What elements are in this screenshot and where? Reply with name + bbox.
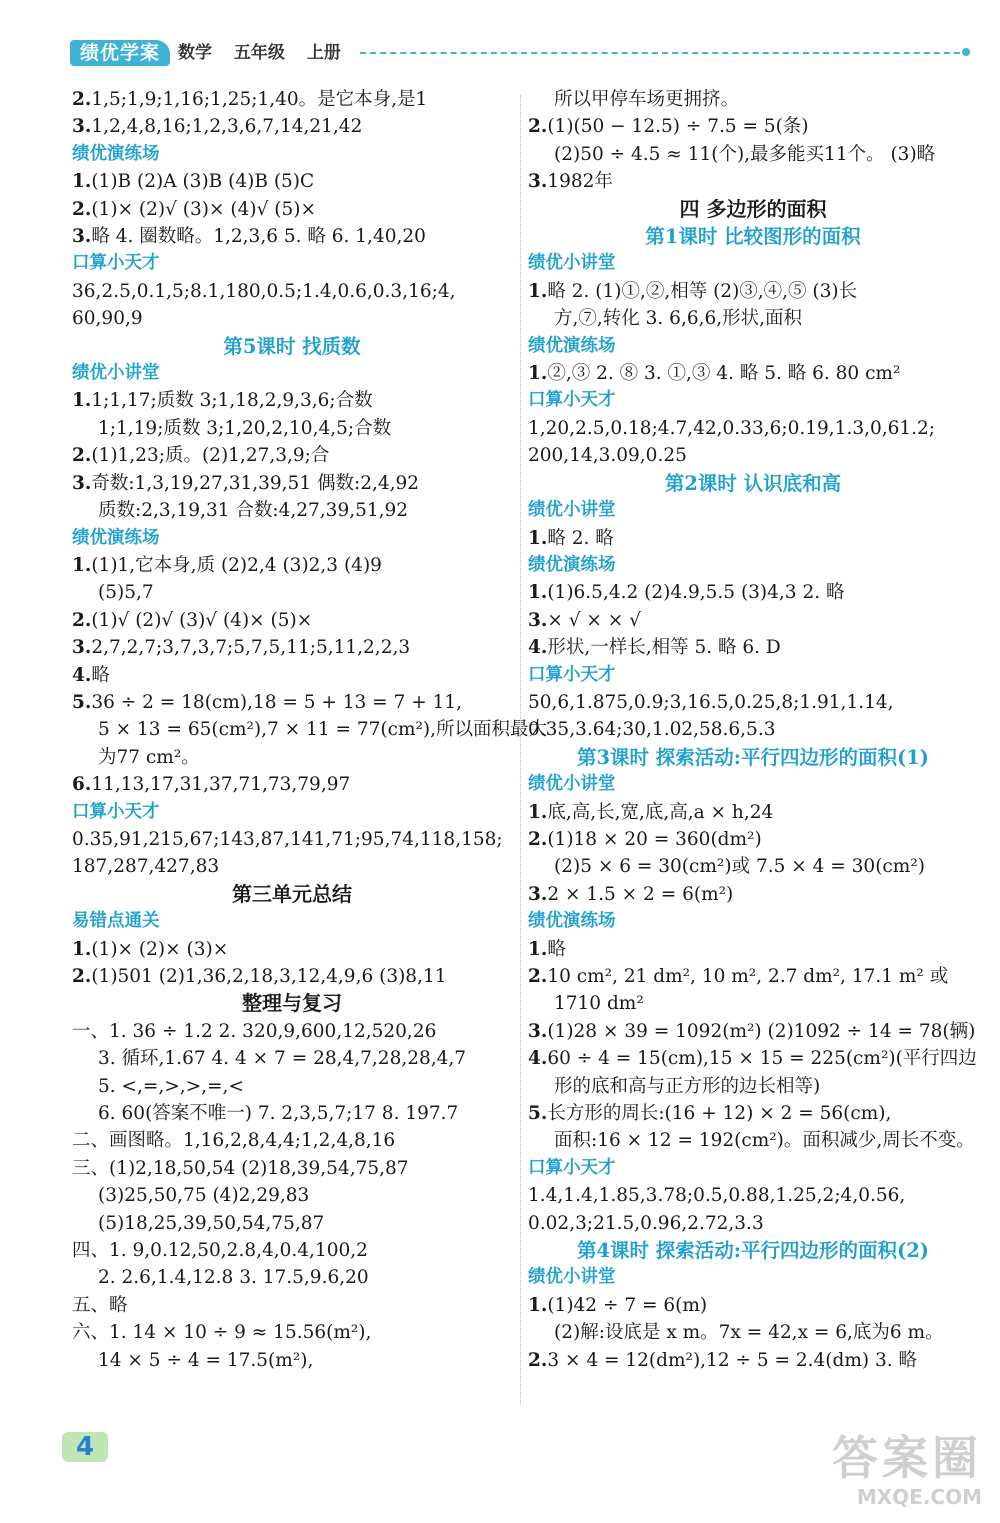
answer-line — [72, 442, 512, 469]
lesson-title — [528, 744, 978, 771]
watermark-logo: 答案圈 — [832, 1431, 982, 1485]
question-number: 2. — [528, 828, 548, 850]
header-volume: 上册 — [306, 43, 341, 63]
answer-text: 为77 cm²。 — [98, 746, 200, 768]
answer-line — [72, 1155, 512, 1182]
column-divider — [520, 95, 521, 1405]
answer-line — [528, 168, 978, 195]
answer-text: 绩优小讲堂 — [72, 363, 160, 384]
answer-text: 口算小天才 — [528, 1157, 616, 1178]
question-number: 3. — [528, 171, 548, 193]
answer-text: ②,③ 2. ⑧ 3. ①,③ 4. 略 5. 略 6. 80 cm² — [547, 363, 901, 385]
section-label — [528, 662, 978, 689]
answer-text: 所以甲停车场更拥挤。 — [554, 89, 740, 110]
answer-line — [72, 607, 512, 634]
answer-text: (5)5,7 — [98, 582, 154, 604]
answer-line — [72, 387, 512, 414]
answer-text: 长方形的周长:(16 + 12) × 2 = 56(cm), — [547, 1103, 892, 1125]
answer-line — [72, 552, 512, 579]
header-dot — [962, 48, 970, 56]
answer-line — [528, 1073, 978, 1100]
answer-text: 三、(1)2,18,50,54 (2)18,39,54,75,87 — [72, 1157, 409, 1179]
question-number: 2. — [528, 1349, 548, 1371]
answer-text: 第4课时 探索活动:平行四边形的面积(2) — [576, 1239, 930, 1263]
answer-line — [72, 1319, 512, 1346]
answer-text: 1,5;1,9;1,16;1,25;1,40。是它本身,是1 — [91, 89, 428, 110]
question-number: 1. — [72, 938, 92, 960]
answer-text: 1,20,2.5,0.18;4.7,42,0.33,6;0.19,1.3,0,61.2; — [528, 417, 936, 439]
answer-text: 50,6,1.875,0.9;3,16.5,0.25,8;1.91,1.14, — [528, 691, 894, 713]
answer-line — [528, 799, 978, 826]
answer-line — [528, 360, 978, 387]
answer-text: (1)18 × 20 = 360(dm²) — [547, 828, 762, 850]
answer-line — [72, 1045, 512, 1072]
answer-line — [528, 442, 978, 469]
question-number: 4. — [528, 637, 548, 659]
answer-line — [72, 168, 512, 195]
answer-line — [528, 936, 978, 963]
answer-line — [72, 963, 512, 990]
answer-text: 四 多边形的面积 — [679, 196, 827, 221]
answer-text: 奇数:1,3,19,27,31,39,51 偶数:2,4,92 — [91, 472, 420, 494]
question-number: 1. — [528, 280, 548, 302]
answer-line — [72, 1347, 512, 1374]
lesson-title — [528, 470, 978, 497]
answer-line — [528, 634, 978, 661]
answer-text: 绩优小讲堂 — [528, 500, 616, 521]
answer-text: 六、1. 14 × 10 ÷ 9 ≈ 15.56(m²), — [72, 1322, 372, 1344]
answer-text: 绩优演练场 — [528, 911, 616, 932]
answer-line — [528, 415, 978, 442]
answer-text: 200,14,3.09,0.25 — [528, 445, 687, 467]
watermark — [722, 1432, 982, 1512]
watermark-url: MXQE.COM — [856, 1485, 982, 1509]
header-info — [178, 42, 341, 64]
answer-text: 形的底和高与正方形的边长相等) — [554, 1075, 821, 1097]
answer-text: (1)42 ÷ 7 = 6(m) — [547, 1294, 708, 1316]
answer-line — [72, 744, 512, 771]
answer-text: (1)× (2)× (3)× — [91, 938, 229, 960]
answer-line — [72, 223, 512, 250]
answer-line — [528, 1182, 978, 1209]
question-number: 1. — [528, 582, 548, 604]
answer-text: 第5课时 找质数 — [223, 334, 361, 358]
question-number: 4. — [72, 664, 92, 686]
answer-text: (5)18,25,39,50,54,75,87 — [98, 1212, 325, 1234]
answer-text: 形状,一样长,相等 5. 略 6. D — [547, 637, 781, 659]
answer-text: 0.35,91,215,67;143,87,141,71;95,74,118,158; — [72, 828, 503, 850]
answer-line — [72, 1073, 512, 1100]
answer-line — [72, 86, 512, 113]
question-number: 2. — [72, 609, 92, 631]
answer-line — [72, 1100, 512, 1127]
answer-text: 口算小天才 — [72, 801, 160, 822]
section-label — [528, 1155, 978, 1182]
answer-text: 1.4,1.4,1.85,3.78;0.5,0.88,1.25,2;4,0.56, — [528, 1185, 906, 1207]
answer-line — [72, 1018, 512, 1045]
section-label — [72, 250, 512, 277]
answer-line — [528, 86, 978, 113]
answer-text: 第1课时 比较图形的面积 — [645, 225, 861, 249]
question-number: 1. — [528, 1294, 548, 1316]
answer-text: 2. 2.6,1.4,12.8 3. 17.5,9.6,20 — [98, 1267, 369, 1289]
left-column — [72, 86, 548, 1374]
answer-text: 2 × 1.5 × 2 = 6(m²) — [547, 883, 734, 905]
answer-line — [72, 1292, 512, 1319]
answer-line — [528, 1210, 978, 1237]
answer-text: 口算小天才 — [528, 390, 616, 411]
answer-line — [72, 415, 512, 442]
section-label — [528, 771, 978, 798]
section-label — [72, 525, 512, 552]
chapter-title — [528, 196, 978, 223]
answer-line — [72, 771, 512, 798]
answer-text: 整理与复习 — [242, 991, 342, 1016]
answer-text: 0.35,3.64;30,1.02,58.6,5.3 — [528, 719, 776, 741]
answer-line — [72, 716, 548, 743]
answer-line — [72, 1237, 512, 1264]
answer-line — [528, 1100, 978, 1127]
answer-text: 一、1. 36 ÷ 1.2 2. 320,9,600,12,520,26 — [72, 1020, 437, 1042]
section-label — [528, 333, 978, 360]
right-column — [528, 86, 978, 1374]
answer-line — [528, 305, 978, 332]
question-number: 6. — [72, 774, 92, 796]
answer-line — [528, 579, 978, 606]
answer-text: (1)1,23;质。(2)1,27,3,9;合 — [91, 445, 330, 467]
lesson-title — [528, 1237, 978, 1264]
answer-text: 略 4. 圈数略。1,2,3,6 5. 略 6. 1,40,20 — [91, 226, 426, 248]
section-label — [528, 908, 978, 935]
answer-text: (2)解:设底是 x m。7x = 42,x = 6,底为6 m。 — [554, 1322, 944, 1344]
answer-line — [528, 1127, 978, 1154]
answer-text: 1;1,19;质数 3;1,20,2,10,4,5;合数 — [98, 417, 392, 439]
answer-text: 1,2,4,8,16;1,2,3,6,7,14,21,42 — [91, 116, 363, 138]
page-header — [70, 38, 970, 70]
section-label — [72, 908, 512, 935]
answer-text: 0.02,3;21.5,0.96,2.72,3.3 — [528, 1212, 764, 1234]
answer-line — [72, 826, 512, 853]
answer-line — [72, 1210, 512, 1237]
answer-line — [72, 579, 512, 606]
question-number: 3. — [528, 609, 548, 631]
answer-text: 36 ÷ 2 = 18(cm),18 = 5 + 13 = 7 + 11, — [91, 691, 463, 713]
answer-text: 5. <,=,>,>,=,< — [98, 1075, 244, 1097]
answer-text: 11,13,17,31,37,71,73,79,97 — [91, 774, 351, 796]
answer-line — [72, 634, 512, 661]
answer-line — [528, 963, 978, 990]
question-number: 3. — [528, 1020, 548, 1042]
answer-text: 第3课时 探索活动:平行四边形的面积(1) — [576, 745, 930, 769]
answer-text: 略 2. 略 — [547, 527, 614, 549]
question-number: 2. — [72, 966, 92, 987]
question-number: 1. — [72, 390, 92, 412]
question-number: 1. — [72, 171, 92, 193]
answer-text: 二、画图略。1,16,2,8,4,4;1,2,4,8,16 — [72, 1130, 396, 1152]
answer-text: 面积:16 × 12 = 192(cm²)。面积减少,周长不变。 — [554, 1130, 975, 1152]
answer-line — [72, 305, 512, 332]
answer-line — [528, 141, 978, 168]
question-number: 2. — [72, 89, 92, 110]
answer-line — [528, 113, 978, 140]
answer-text: 1982年 — [547, 171, 613, 193]
answer-text: (1)√ (2)√ (3)√ (4)× (5)× — [91, 609, 313, 631]
answer-text: 10 cm², 21 dm², 10 m², 2.7 dm², 17.1 m² 或 — [547, 966, 949, 987]
answer-text: 绩优演练场 — [72, 143, 160, 164]
answer-line — [72, 1182, 512, 1209]
answer-line — [528, 689, 978, 716]
page-number: 4 — [62, 1432, 108, 1462]
answer-text: 方,⑦,转化 3. 6,6,6,形状,面积 — [554, 308, 803, 330]
answer-text: 5 × 13 = 65(cm²),7 × 11 = 77(cm²),所以面积最大 — [98, 719, 548, 741]
answer-line — [528, 1045, 978, 1072]
answer-text: 3 × 4 = 12(dm²),12 ÷ 5 = 2.4(dm) 3. 略 — [547, 1349, 918, 1371]
answer-text: 36,2.5,0.1,5;8.1,180,0.5;1.4,0.6,0.3,16;4, — [72, 280, 456, 302]
answer-line — [72, 278, 512, 305]
section-label — [528, 552, 978, 579]
answer-text: 2,7,2,7;3,7,3,7;5,7,5,11;5,11,2,2,3 — [91, 637, 411, 659]
answer-text: 绩优小讲堂 — [528, 774, 616, 795]
answer-line — [72, 113, 512, 140]
question-number: 5. — [72, 691, 92, 713]
answer-line — [72, 662, 512, 689]
answer-text: (3)25,50,75 (4)2,29,83 — [98, 1185, 310, 1207]
answer-line — [72, 853, 512, 880]
answer-text: 口算小天才 — [528, 664, 616, 685]
answer-text: (1)1,它本身,质 (2)2,4 (3)2,3 (4)9 — [91, 554, 382, 576]
answer-text: (2)50 ÷ 4.5 ≈ 11(个),最多能买11个。 (3)略 — [554, 143, 936, 165]
answer-text: (1)501 (2)1,36,2,18,3,12,4,9,6 (3)8,11 — [91, 966, 447, 987]
header-dashed-rule — [360, 52, 970, 54]
answer-text: 60 ÷ 4 = 15(cm),15 × 15 = 225(cm²)(平行四边 — [547, 1048, 977, 1070]
answer-line — [72, 1264, 512, 1291]
header-subject: 数学 — [178, 43, 212, 63]
answer-line — [72, 470, 512, 497]
chapter-title — [72, 990, 512, 1017]
answer-text: 质数:2,3,19,31 合数:4,27,39,51,92 — [98, 500, 409, 522]
answer-text: 14 × 5 ÷ 4 = 17.5(m²), — [98, 1349, 314, 1371]
answer-text: (1)× (2)√ (3)× (4)√ (5)× — [91, 198, 316, 220]
question-number: 3. — [72, 472, 92, 494]
answer-line — [528, 1319, 978, 1346]
question-number: 1. — [528, 801, 548, 823]
answer-line — [528, 525, 978, 552]
answer-text: 绩优小讲堂 — [528, 1267, 616, 1288]
answer-text: 口算小天才 — [72, 253, 160, 274]
question-number: 1. — [528, 363, 548, 385]
answer-text: 略 2. (1)①,②,相等 (2)③,④,⑤ (3)长 — [547, 280, 858, 302]
question-number: 1. — [528, 527, 548, 549]
lesson-title — [72, 333, 512, 360]
answer-line — [528, 881, 978, 908]
section-label — [72, 141, 512, 168]
question-number: 2. — [72, 445, 92, 467]
answer-text: (1)(50 − 12.5) ÷ 7.5 = 5(条) — [547, 116, 809, 138]
answer-line — [528, 716, 978, 743]
answer-text: (1)6.5,4.2 (2)4.9,5.5 (3)4,3 2. 略 — [547, 582, 845, 604]
section-label — [72, 360, 512, 387]
answer-line — [72, 689, 512, 716]
answer-text: 绩优演练场 — [528, 554, 616, 575]
answer-line — [72, 1127, 512, 1154]
answer-line — [72, 196, 512, 223]
question-number: 1. — [528, 938, 548, 960]
answer-text: (1)28 × 39 = 1092(m²) (2)1092 ÷ 14 = 78(辆) — [547, 1020, 976, 1042]
answer-text: 1;1,17;质数 3;1,18,2,9,3,6;合数 — [91, 390, 373, 412]
answer-text: 3. 循环,1.67 4. 4 × 7 = 28,4,7,28,28,4,7 — [98, 1048, 467, 1070]
answer-text: (1)B (2)A (3)B (4)B (5)C — [91, 171, 315, 193]
chapter-title — [72, 881, 512, 908]
question-number: 3. — [72, 226, 92, 248]
answer-line — [528, 990, 978, 1017]
answer-text: 第2课时 认识底和高 — [664, 471, 842, 495]
brand-logo: 绩优学案 — [70, 40, 170, 66]
section-label — [528, 387, 978, 414]
section-label — [528, 250, 978, 277]
header-grade: 五年级 — [233, 43, 285, 63]
question-number: 2. — [528, 966, 548, 987]
answer-line — [528, 1018, 978, 1045]
question-number: 3. — [72, 116, 92, 138]
section-label — [528, 1264, 978, 1291]
question-number: 2. — [528, 116, 548, 138]
answer-line — [528, 1347, 978, 1374]
answer-text: 略 — [91, 664, 110, 686]
question-number: 1. — [72, 554, 92, 576]
answer-text: 6. 60(答案不唯一) 7. 2,3,5,7;17 8. 197.7 — [98, 1103, 459, 1125]
answer-text: (2)5 × 6 = 30(cm²)或 7.5 × 4 = 30(cm²) — [554, 856, 925, 878]
section-label — [528, 497, 978, 524]
question-number: 4. — [528, 1048, 548, 1070]
question-number: 3. — [72, 637, 92, 659]
answer-line — [528, 607, 978, 634]
answer-line — [72, 497, 512, 524]
answer-text: 略 — [547, 938, 566, 960]
lesson-title — [528, 223, 978, 250]
answer-line — [528, 853, 978, 880]
answer-text: × √ × × √ — [547, 609, 641, 631]
question-number: 3. — [528, 883, 548, 905]
answer-text: 易错点通关 — [72, 911, 160, 932]
answer-line — [72, 936, 512, 963]
answer-text: 60,90,9 — [72, 308, 143, 330]
answer-line — [528, 826, 978, 853]
answer-text: 四、1. 9,0.12,50,2.8,4,0.4,100,2 — [72, 1240, 368, 1262]
answer-text: 绩优小讲堂 — [528, 253, 616, 274]
answer-text: 第三单元总结 — [232, 881, 352, 906]
answer-text: 1710 dm² — [554, 993, 644, 1015]
section-label — [72, 799, 512, 826]
answer-line — [528, 1292, 978, 1319]
question-number: 2. — [72, 198, 92, 220]
answer-text: 绩优演练场 — [528, 335, 616, 356]
answer-text: 187,287,427,83 — [72, 856, 220, 878]
answer-text: 底,高,长,宽,底,高,a × h,24 — [547, 801, 774, 823]
question-number: 5. — [528, 1103, 548, 1125]
answer-text: 绩优演练场 — [72, 527, 160, 548]
answer-line — [528, 278, 978, 305]
answer-text: 五、略 — [72, 1294, 128, 1316]
